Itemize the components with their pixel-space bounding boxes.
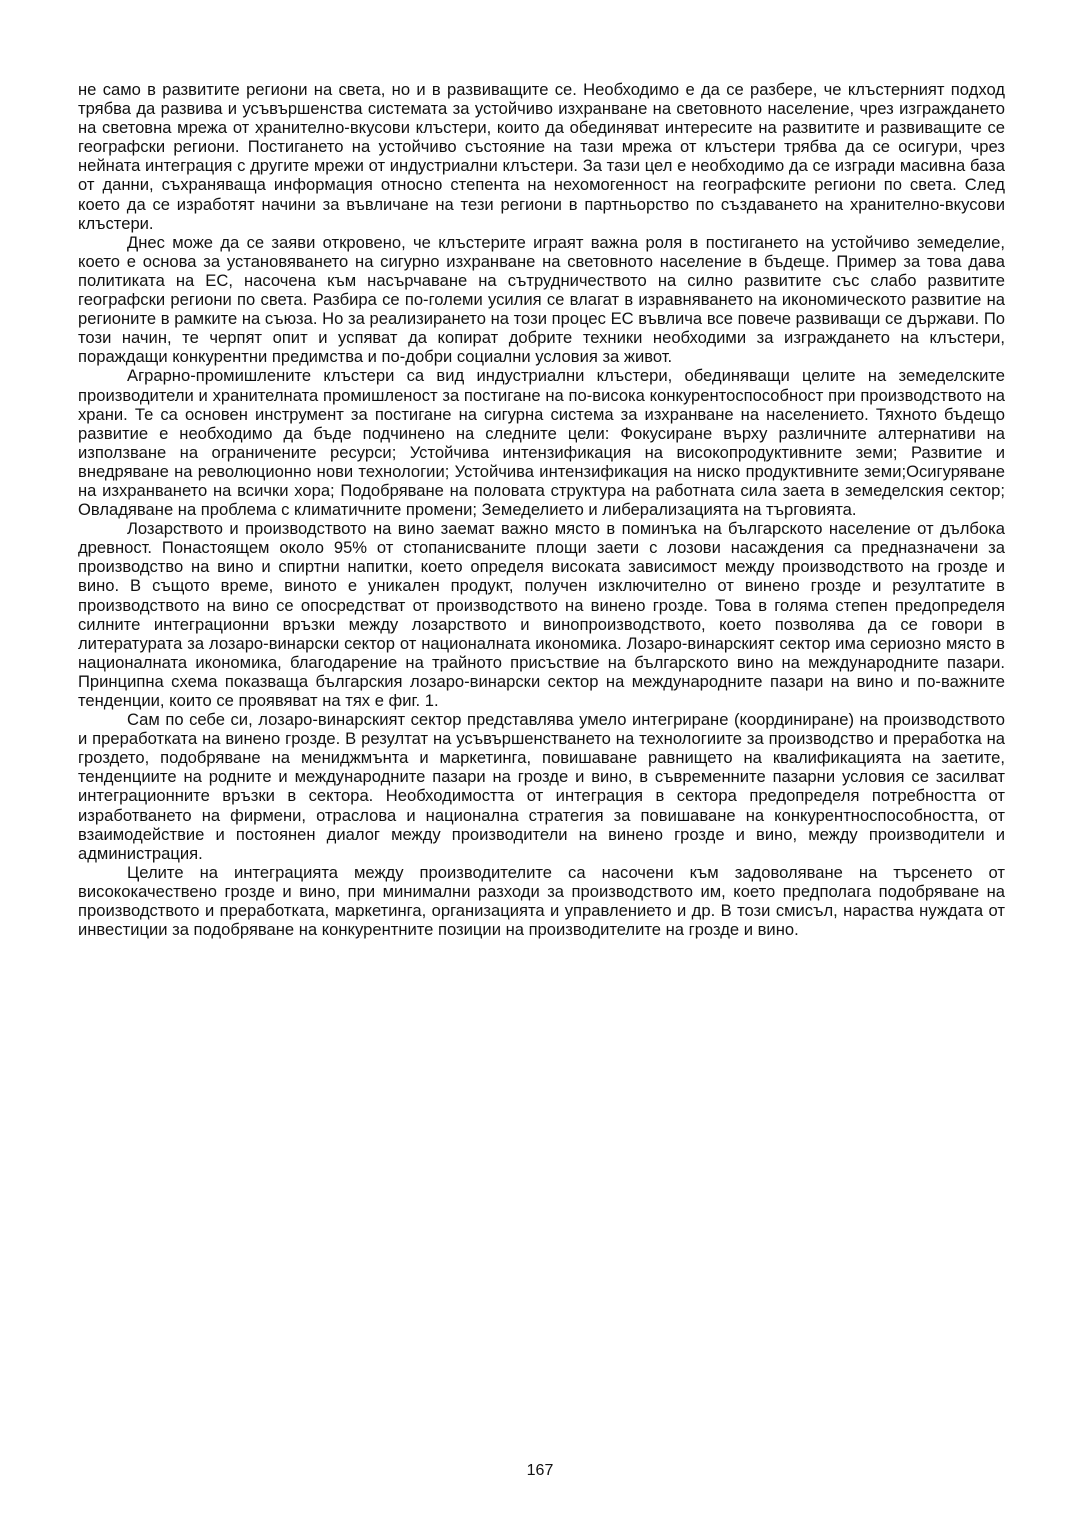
paragraph-viticulture-wine: Лозарството и производството на вино заемат важно място в поминъка на българското население от дълбока древност. Понастоящем около 95% от стопанисваните площи заети с лозови насаждения са предназначени за производство на вино и спиртни напитки, което определя високата зависимост между производството на грозде и вино. В същото време, виното е уникален продукт, получен изключително от винено грозде и резултатите в производството на вино се опосредстват от производството на винено грозде. Това в голяма степен предопределя силните интеграционни връзки между лозарството и винопроизводството, което позволява да се говори в литературата за лозаро-винарски сектор от националната икономика. Лозаро-винарският сектор има сериозно място в националната икономика, благодарение на трайното присъствие на българското вино на международните пазари. Принципна схема показваща българския лозаро-винарски сектор на международните пазари на вино и по-важните тенденции, които се проявяват на тях е фиг. 1. xyxy=(78,519,1005,710)
paragraph-integration-goals: Целите на интеграцията между производителите са насочени към задоволяване на търсенето от висококачествено грозде и вино, при минимални разходи за производството им, което предполага подобряване на производството и преработката, маркетинга, организацията и управлението и др. В този смисъл, нараства нуждата от инвестиции за подобряване на конкурентните позиции на производителите на грозде и вино. xyxy=(78,862,1005,940)
paragraph-clusters-sustainable-agriculture: Днес може да се заяви откровено, че клъстерите играят важна роля в постигането на устойчиво земеделие, което е основа за установяването на сигурно изхранване на световното население в бъдеще. Пример за това дава политиката на ЕС, насочена към насърчаване на сътрудничеството на силно развитите със слабо развитите географски региони по света. Разбира се по-големи усилия се влагат в изравняването на икономическото развитие на регионите в рамките на съюза. Но за реализирането на този процес ЕС въвлича все повече развиващи се държави. По този начин, те черпят опит и успяват да копират добрите техники необходими за изграждането на клъстери, пораждащи конкурентни предимства и по-добри социални условия за живот. xyxy=(78,232,1005,367)
paragraph-continuation: не само в развитите региони на света, но и в развиващите се. Необходимо е да се разбере, че клъстерният подход трябва да развива и усъвършенства системата за устойчиво изхранване на световното население, чрез изграждането на световна мрежа от хранително-вкусови клъстери, които да обединяват интересите на развитите и развиващите се географски региони. Постигането на устойчиво състояние на тази мрежа от клъстери трябва да се осигури, чрез нейната интеграция с другите мрежи от индустриални клъстери. За тази цел е необходимо да се изгради масивна база от данни, съхраняваща информация относно степента на нехомогенност на географските региони по света. След което да се изработят начини за въвличане на тези региони в партньорство по създаването на хранително-вкусови клъстери. xyxy=(78,80,1005,233)
paragraph-wine-sector-integration: Сам по себе си, лозаро-винарският сектор представлява умело интегриране (координиране) на производството и преработката на винено грозде. В резултат на усъвършенстването на технологиите за производство и преработка на гроздето, подобряване на мениджмънта и маркетинга, повишаване равнището на квалификацията на заетите, тенденциите на родните и международните пазари на грозде и вино, в съвременните пазарни условия се засилват интеграционните връзки в сектора. Необходимостта от интеграция в сектора предопределя потребността от изработването на фирмени, отраслова и национална стратегия за повишаване на конкурентноспособността, от взаимодействие и постоянен диалог между производители на винено грозде и вино, между производители и администрация. xyxy=(78,710,1005,863)
paragraph-agro-industrial-clusters: Аграрно-промишлените клъстери са вид индустриални клъстери, обединяващи целите на земеделските производители и хранителната промишленост за постигане на по-висока конкурентоспособност при производството на храни. Те са основен инструмент за постигане на сигурна система за изхранване на населението. Тяхното бъдещо развитие е необходимо да бъде подчинено на следните цели: Фокусиране върху различните алтернативи на използване на ограничените ресурси; Устойчива интензификация на високопродуктивните земи; Развитие и внедряване на революционно нови технологии; Устойчива интензификация на ниско продуктивните земи;Осигуряване на изхранването на всички хора; Подобряване на половата структура на работната сила заета в земеделския сектор; Овладяване на проблема с климатичните промени; Земеделието и либерализацията на търговията. xyxy=(78,366,1005,520)
page-number: 167 xyxy=(526,1462,554,1479)
page-body xyxy=(78,80,1005,939)
